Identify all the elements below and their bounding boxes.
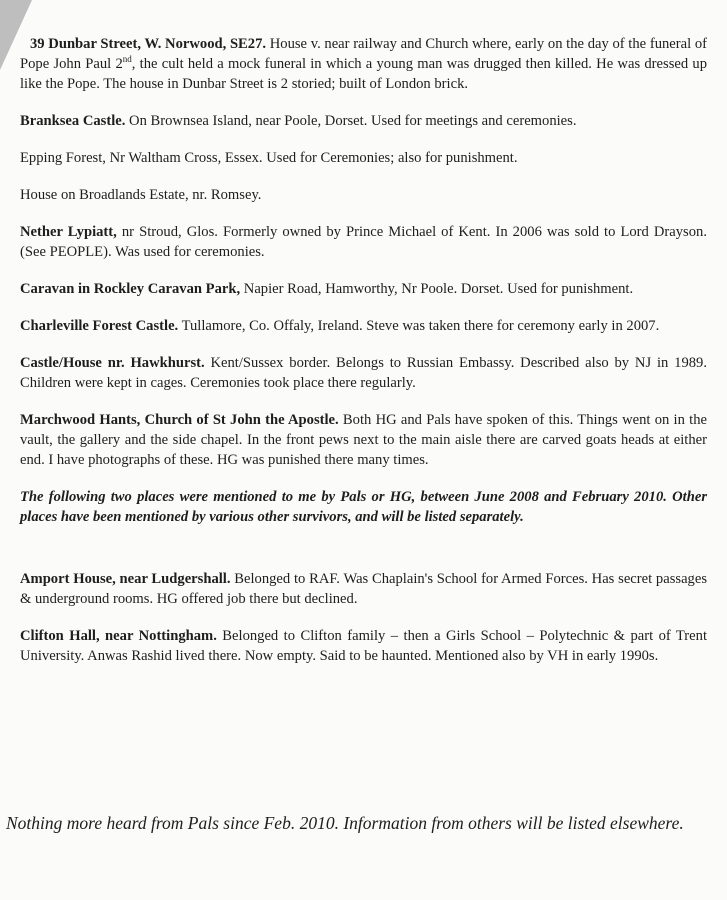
entry-text: nr Stroud, Glos. Formerly owned by Prince Michael of Kent. In 2006 was sold to Lord Drayson. (See PEOPLE). Was used for ceremonies. — [20, 224, 707, 260]
entry-branksea-castle — [20, 111, 707, 131]
entry-broadlands-estate — [20, 185, 707, 205]
entry-text: Belonged to RAF. Was Chaplain's School for Armed Forces. Has secret passages & underground rooms. HG offered job there but declined. — [20, 571, 707, 607]
entry-text: Napier Road, Hamworthy, Nr Poole. Dorset. Used for punishment. — [240, 281, 634, 297]
entry-text: Kent/Sussex border. Belongs to Russian Embassy. Described also by NJ in 1989. Children were kept in cages. Ceremonies took place there regularly. — [20, 355, 707, 391]
entry-text: Both HG and Pals have spoken of this. Things went on in the vault, the gallery and the side chapel. In the front pews next to the main aisle there are carved goats heads at either end. I have photographs of these. HG was punished there many times. — [20, 412, 707, 468]
entry-text: House on Broadlands Estate, nr. Romsey. — [20, 187, 262, 203]
entry-text: Tullamore, Co. Offaly, Ireland. Steve was taken there for ceremony early in 2007. — [178, 318, 660, 334]
entry-charleville-forest-castle — [20, 316, 707, 336]
entry-place: Nether Lypiatt, — [20, 224, 117, 240]
entry-rockley-caravan-park — [20, 279, 707, 299]
entry-place: Caravan in Rockley Caravan Park, — [20, 281, 241, 297]
closing-note: Nothing more heard from Pals since Feb. 2010. Information from others will be listed elsewhere. — [6, 813, 684, 833]
entry-superscript: nd — [122, 54, 132, 65]
entry-text: Belonged to Clifton family – then a Girls School – Polytechnic & part of Trent University. Anwas Rashid lived there. Now empty. Said to be haunted. Mentioned also by VH in early 1990s. — [20, 628, 707, 664]
entry-clifton-hall — [20, 626, 707, 666]
entry-place: Amport House, near Ludgershall. — [20, 571, 231, 587]
entry-dunbar-street — [20, 34, 707, 94]
entry-place: Charleville Forest Castle. — [20, 318, 179, 334]
entry-epping-forest — [20, 148, 707, 168]
entry-hawkhurst — [20, 353, 707, 393]
entry-text: On Brownsea Island, near Poole, Dorset. Used for meetings and ceremonies. — [125, 113, 577, 129]
entry-text: Epping Forest, Nr Waltham Cross, Essex. Used for Ceremonies; also for punishment. — [20, 150, 518, 166]
entry-place: Marchwood Hants, Church of St John the Apostle. — [20, 412, 339, 428]
entry-amport-house — [20, 569, 707, 609]
entry-place: Branksea Castle. — [20, 113, 126, 129]
entry-text: , the cult held a mock funeral in which a young man was drugged then killed. He was dressed up like the Pope. The house in Dunbar Street is 2 storied; built of London brick. — [20, 56, 707, 92]
entry-place: Castle/House nr. Hawkhurst. — [20, 355, 205, 371]
entry-nether-lypiatt — [20, 222, 707, 262]
entry-place: 39 Dunbar Street, W. Norwood, SE27. — [30, 36, 267, 52]
entry-text: House v. near railway and Church where, early on the day of the funeral of Pope John Paul 2 — [20, 36, 707, 72]
note-paragraph: The following two places were mentioned to me by Pals or HG, between June 2008 and February 2010. Other places have been mentioned by various other survivors, and will be listed separately. — [20, 489, 707, 525]
entry-place: Clifton Hall, near Nottingham. — [20, 628, 217, 644]
entry-marchwood-church — [20, 410, 707, 470]
